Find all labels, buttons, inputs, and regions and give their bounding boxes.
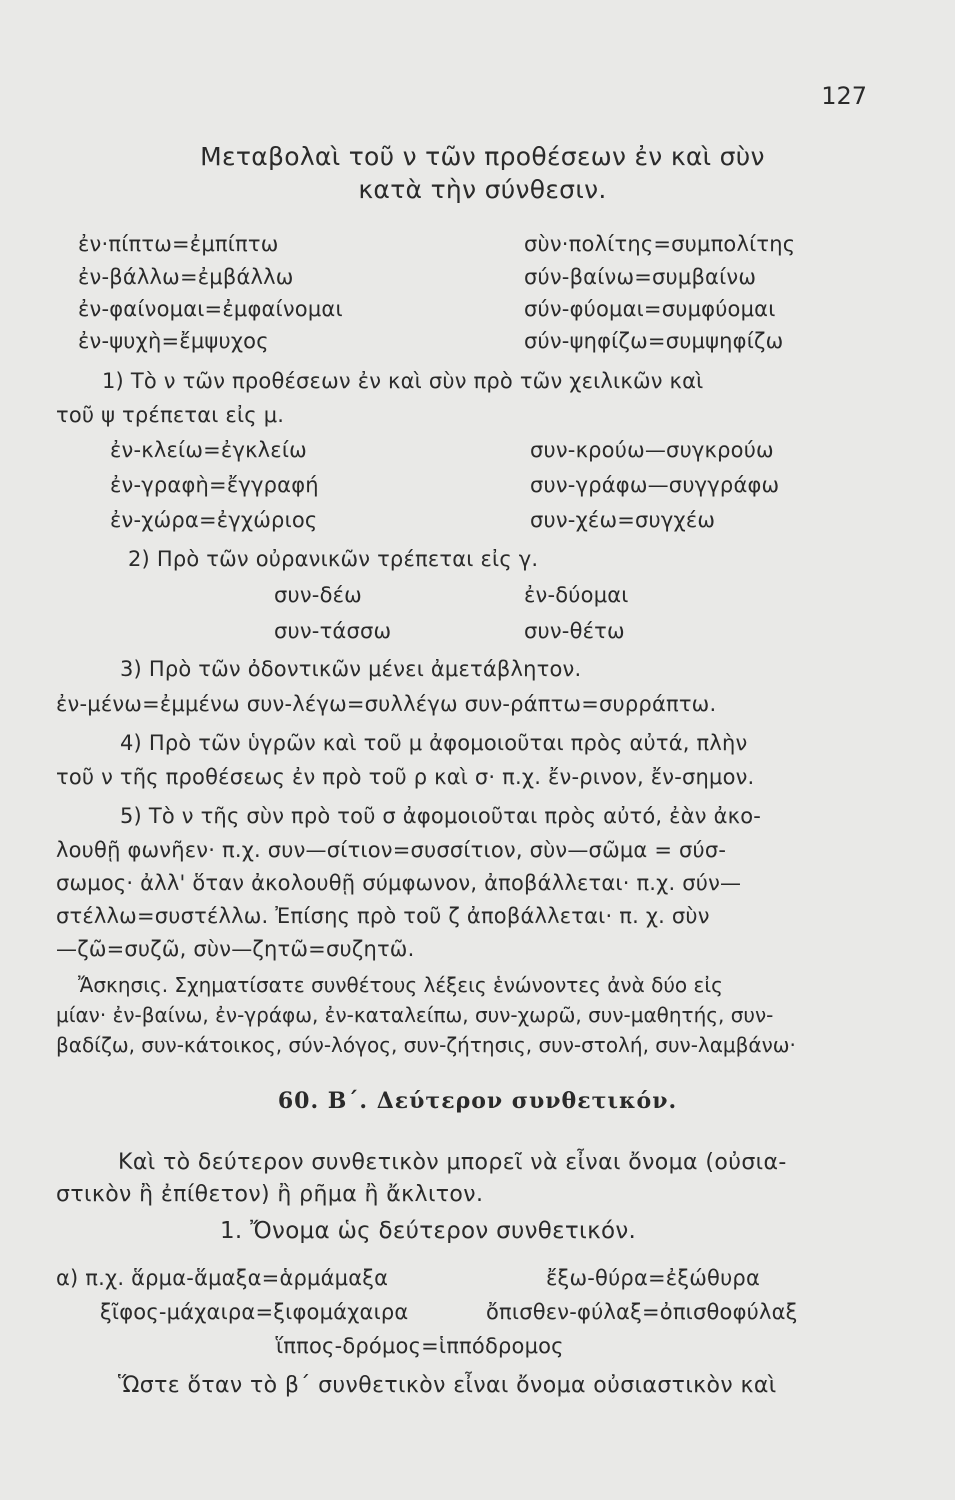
rule-5-line-1: 5) Τὸ ν τῆς σὺν πρὸ τοῦ σ ἀφομοιοῦται πρὸς αὐτό, ἐὰν ἀκο- — [120, 804, 762, 828]
pair-syn-4: σύν-ψηφίζω=συμψηφίζω — [524, 329, 784, 353]
closing-line: Ὥστε ὅταν τὸ β΄ συνθετικὸν εἶναι ὄνομα οὐσιαστικὸν καὶ — [118, 1373, 777, 1398]
pair-en-1: ἐν·πίπτω=ἐμπίπτω — [78, 232, 279, 256]
rule-4-line-1: 4) Πρὸ τῶν ὑγρῶν καὶ τοῦ μ ἀφομοιοῦται πρὸς αὐτά, πλὴν — [120, 731, 748, 755]
rule-5-line-2: λουθῇ φωνῆεν· π.χ. συν—σίτιον=συσσίτιον, σὺν—σῶμα = σύσ- — [56, 838, 727, 862]
example-1-left: α) π.χ. ἅρμα-ἅμαξα=ἁρμάμαξα — [56, 1266, 389, 1290]
example-3: ἵππος-δρόμος=ἱππόδρομος — [276, 1334, 564, 1358]
rule-5-line-4: στέλλω=συστέλλω. Ἐπίσης πρὸ τοῦ ζ ἀποβάλλεται· π. χ. σὺν — [56, 904, 710, 928]
rule-2-left-2: συν-τάσσω — [274, 619, 392, 643]
example-2-right: ὄπισθεν-φύλαξ=ὀπισθοφύλαξ — [486, 1300, 798, 1324]
rule-1-left-3: ἐν-χώρα=ἐγχώριος — [110, 508, 318, 532]
rule-1-line-1: 1) Τὸ ν τῶν προθέσεων ἐν καὶ σὺν πρὸ τῶν χειλικῶν καὶ — [102, 369, 704, 393]
exercise-line-1: Ἄσκησις. Σχηματίσατε συνθέτους λέξεις ἑνώνοντες ἀνὰ δύο εἰς — [78, 973, 723, 997]
chapter-title-line-2: κατὰ τὴν σύνθεσιν. — [358, 175, 607, 204]
rule-3: 3) Πρὸ τῶν ὀδοντικῶν μένει ἀμετάβλητον. — [120, 657, 582, 681]
pair-syn-1: σὺν·πολίτης=συμπολίτης — [524, 232, 796, 256]
rule-2-right-2: συν-θέτω — [524, 619, 625, 643]
rule-1-left-1: ἐν-κλείω=ἐγκλείω — [110, 438, 307, 462]
pair-syn-3: σύν-φύομαι=συμφύομαι — [524, 297, 776, 321]
pair-en-3: ἐν-φαίνομαι=ἐμφαίνομαι — [78, 297, 343, 321]
pair-en-4: ἐν-ψυχὴ=ἔμψυχος — [78, 329, 269, 353]
rule-1-right-1: συν-κρούω—συγκρούω — [530, 438, 774, 462]
exercise-line-3: βαδίζω, συν-κάτοικος, σύν-λόγος, συν-ζήτησις, συν-στολή, συν-λαμβάνω· — [56, 1033, 796, 1057]
rule-1-line-2: τοῦ ψ τρέπεται εἰς μ. — [56, 403, 285, 427]
rule-2: 2) Πρὸ τῶν οὐρανικῶν τρέπεται εἰς γ. — [128, 547, 539, 571]
section-60-para-line-2: στικὸν ἢ ἐπίθετον) ἢ ρῆμα ἢ ἄκλιτον. — [56, 1182, 484, 1207]
rule-4-line-2: τοῦ ν τῆς προθέσεως ἐν πρὸ τοῦ ρ καὶ σ· π.χ. ἔν-ρινον, ἔν-σημον. — [56, 765, 755, 789]
chapter-title-line-1: Μεταβολαὶ τοῦ ν τῶν προθέσεων ἐν καὶ σὺν — [200, 142, 765, 171]
section-60-para-line-1: Καὶ τὸ δεύτερον συνθετικὸν μπορεῖ νὰ εἶναι ὄνομα (οὐσια- — [118, 1150, 787, 1175]
rule-1-right-3: συν-χέω=συγχέω — [530, 508, 716, 532]
rule-5-line-5: —ζῶ=συζῶ, σὺν—ζητῶ=συζητῶ. — [56, 937, 415, 961]
pair-syn-2: σύν-βαίνω=συμβαίνω — [524, 265, 757, 289]
exercise-line-2: μίαν· ἐν-βαίνω, ἐν-γράφω, ἐν-καταλείπω, συν-χωρῶ, συν-μαθητής, συν- — [56, 1003, 774, 1027]
rule-5-line-3: σωμος· ἀλλ' ὅταν ἀκολουθῇ σύμφωνον, ἀποβάλλεται· π.χ. σύν— — [56, 871, 742, 895]
rule-1-right-2: συν-γράφω—συγγράφω — [530, 473, 780, 497]
rule-1-left-2: ἐν-γραφὴ=ἔγγραφή — [110, 473, 319, 497]
rule-2-right-1: ἐν-δύομαι — [524, 583, 629, 607]
example-1-right: ἔξω-θύρα=ἐξώθυρα — [546, 1266, 761, 1290]
rule-2-left-1: συν-δέω — [274, 583, 362, 607]
page-number: 127 — [821, 82, 867, 110]
example-2-left: ξῖφος-μάχαιρα=ξιφομάχαιρα — [100, 1300, 409, 1324]
section-60-heading: 60. Β΄. Δεύτερον συνθετικόν. — [277, 1088, 678, 1114]
rule-3-examples: ἐν-μένω=ἐμμένω συν-λέγω=συλλέγω συν-ράπτω=συρράπτω. — [56, 692, 717, 716]
subsection-1-heading: 1. Ὄνομα ὡς δεύτερον συνθετικόν. — [220, 1218, 637, 1244]
pair-en-2: ἐν-βάλλω=ἐμβάλλω — [78, 265, 294, 289]
